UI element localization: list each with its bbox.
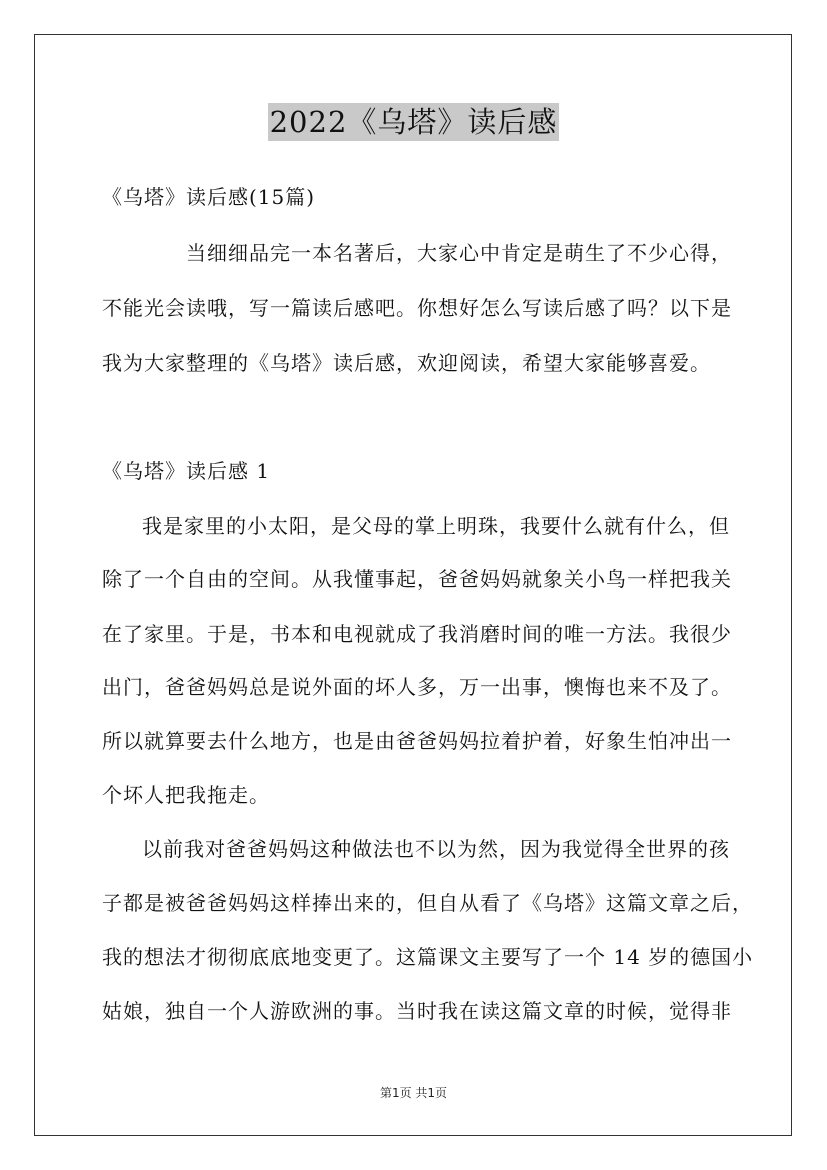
intro-line: 当细细品完一本名著后，大家心中肯定是萌生了不少心得，: [186, 241, 732, 265]
intro-line: 不能光会读哦，写一篇读后感吧。你想好怎么写读后感了吗？以下是: [102, 296, 732, 320]
paragraph-line: 在了家里。于是，书本和电视就成了我消磨时间的唯一方法。我很少: [102, 622, 732, 646]
paragraph-line: 所以就算要去什么地方，也是由爸爸妈妈拉着护着，好象生怕冲出一: [102, 729, 732, 753]
document-title: [0, 100, 827, 141]
paragraph-line: 姑娘，独自一个人游欧洲的事。当时我在读这篇文章的时候，觉得非: [102, 999, 732, 1023]
intro-line: 我为大家整理的《乌塔》读后感，欢迎阅读，希望大家能够喜爱。: [102, 351, 711, 375]
paragraph-line: 我的想法才彻彻底底地变更了。这篇课文主要写了一个 14 岁的德国小: [102, 945, 754, 969]
page-footer: 第1页 共1页: [379, 1086, 448, 1100]
paragraph-line: 子都是被爸爸妈妈这样捧出来的，但自从看了《乌塔》这篇文章之后，: [102, 891, 753, 915]
document-subtitle: 《乌塔》读后感(15篇): [102, 185, 316, 209]
section-heading: 《乌塔》读后感 1: [102, 459, 271, 483]
document-title-text: 2022《乌塔》读后感: [269, 105, 558, 139]
paragraph-line: 出门，爸爸妈妈总是说外面的坏人多，万一出事，懊悔也来不及了。: [102, 675, 732, 699]
paragraph-line: 除了一个自由的空间。从我懂事起，爸爸妈妈就象关小鸟一样把我关: [102, 567, 732, 591]
paragraph-line: 以前我对爸爸妈妈这种做法也不以为然，因为我觉得全世界的孩: [142, 837, 730, 861]
paragraph-line: 我是家里的小太阳，是父母的掌上明珠，我要什么就有什么，但: [142, 514, 730, 538]
paragraph-line: 个坏人把我拖走。: [102, 783, 270, 807]
